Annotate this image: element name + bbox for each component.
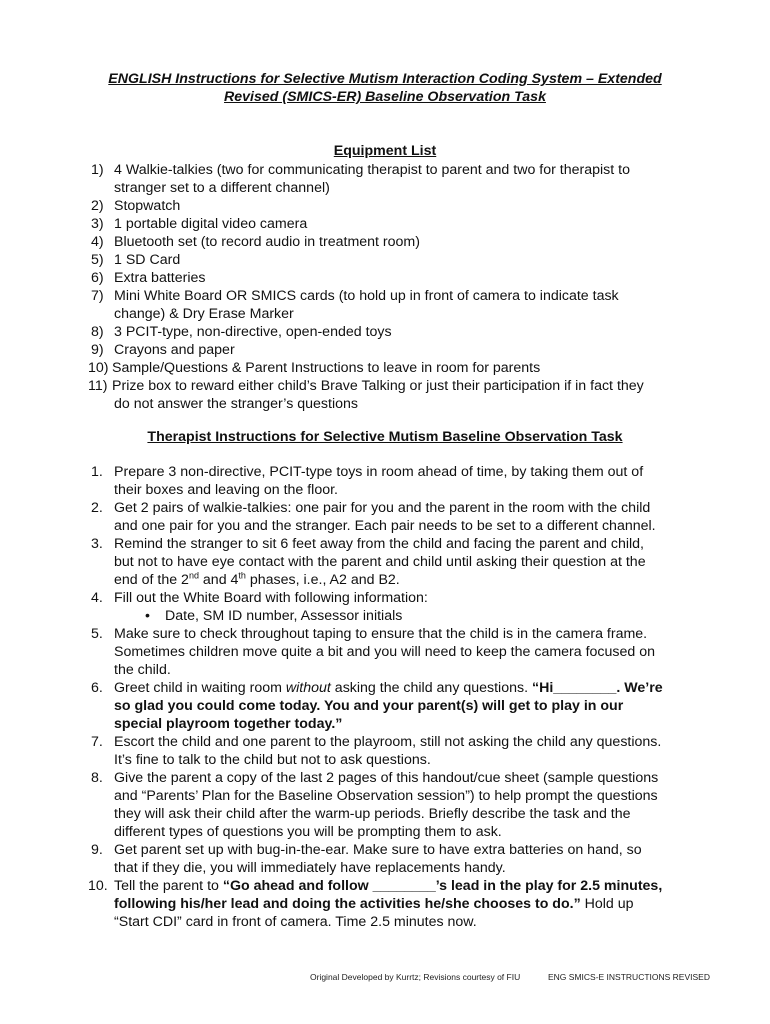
item-text	[114, 571, 400, 589]
item-text: Extra batteries	[114, 270, 206, 286]
item-text: that if they die, you will immediately have replacements handy.	[114, 860, 506, 876]
item-text: different types of questions you will be prompting them to ask.	[114, 824, 502, 840]
item-text: their boxes and leaving on the floor.	[114, 482, 338, 498]
item-text: do not answer the stranger’s questions	[114, 396, 358, 412]
text-span: end of the 2	[114, 572, 189, 588]
bold-text: following his/her lead and doing the activities he/she chooses to do.”	[114, 896, 581, 912]
equipment-list-heading: Equipment List	[333, 143, 437, 159]
item-number: 6)	[91, 270, 104, 286]
item-text	[114, 877, 662, 895]
bold-text: “Hi________. We’re	[531, 680, 663, 696]
item-number: 9)	[91, 342, 104, 358]
bold-text: “Go ahead and follow ________’s lead in the play for 2.5 minutes,	[222, 878, 663, 894]
text-span: Tell the parent to	[114, 878, 223, 894]
item-text: Fill out the White Board with following information:	[114, 590, 428, 606]
item-number: 9.	[91, 842, 103, 858]
item-text: Give the parent a copy of the last 2 pages of this handout/cue sheet (sample questions	[114, 770, 659, 786]
item-number: 7)	[91, 288, 104, 304]
footer-document-id: ENG SMICS-E INSTRUCTIONS REVISED	[548, 972, 710, 982]
item-text: Crayons and paper	[114, 342, 235, 358]
item-text: Prize box to reward either child’s Brave Talking or just their participation if in fact they	[112, 378, 644, 394]
superscript: th	[238, 570, 246, 581]
item-number: 7.	[91, 734, 103, 750]
item-number: 5)	[91, 252, 104, 268]
text-span: asking the child any questions.	[330, 680, 532, 696]
item-text	[114, 895, 634, 913]
item-text: Make sure to check throughout taping to ensure that the child is in the camera frame.	[114, 626, 648, 642]
item-text: Sample/Questions & Parent Instructions to leave in room for parents	[112, 360, 541, 376]
item-number: 4)	[91, 234, 104, 250]
item-number: 11)	[88, 378, 108, 394]
item-text: Bluetooth set (to record audio in treatment room)	[114, 234, 420, 250]
item-text: Stopwatch	[114, 198, 181, 214]
item-number: 2)	[91, 198, 104, 214]
item-number: 1.	[91, 464, 103, 480]
item-text: but not to have eye contact with the parent and child until asking their question at the	[114, 554, 646, 570]
superscript: nd	[188, 570, 199, 581]
item-text: they will ask their child after the warm-up periods. Briefly describe the task and the	[114, 806, 631, 822]
item-text: the child.	[114, 662, 171, 678]
item-number: 5.	[91, 626, 103, 642]
item-text: stranger set to a different channel)	[114, 180, 330, 196]
item-text: 1 SD Card	[114, 252, 181, 268]
item-text: 3 PCIT-type, non-directive, open-ended toys	[114, 324, 392, 340]
footer-credit: Original Developed by Kurrtz; Revisions courtesy of FIU	[310, 972, 521, 982]
item-number: 2.	[91, 500, 103, 516]
therapist-instructions-heading: Therapist Instructions for Selective Mutism Baseline Observation Task	[147, 429, 623, 445]
item-number: 3)	[91, 216, 104, 232]
bullet-icon: •	[145, 608, 150, 624]
item-text: Get parent set up with bug-in-the-ear. Make sure to have extra batteries on hand, so	[114, 842, 642, 858]
item-text: 1 portable digital video camera	[114, 216, 308, 232]
item-text: change) & Dry Erase Marker	[114, 306, 294, 322]
item-number: 1)	[91, 162, 104, 178]
item-text	[114, 679, 663, 697]
item-text: Escort the child and one parent to the playroom, still not asking the child any questions.	[114, 734, 662, 750]
text-span: Greet child in waiting room	[114, 680, 286, 696]
document-title-line-2: Revised (SMICS-ER) Baseline Observation Task	[224, 89, 546, 105]
item-number: 6.	[91, 680, 103, 696]
item-text: Mini White Board OR SMICS cards (to hold up in front of camera to indicate task	[114, 288, 619, 304]
italic-text: without	[285, 680, 331, 696]
item-number: 4.	[91, 590, 103, 606]
item-text: Remind the stranger to sit 6 feet away from the child and facing the parent and child,	[114, 536, 644, 552]
item-number: 10)	[88, 360, 109, 376]
text-span: and 4	[198, 572, 239, 588]
item-text: and one pair for you and the stranger. Each pair needs to be set to a different channel.	[114, 518, 656, 534]
item-text-bold: special playroom together today.”	[114, 716, 343, 732]
text-span: phases, i.e., A2 and B2.	[245, 572, 400, 588]
text-span: Hold up	[580, 896, 634, 912]
item-text: Get 2 pairs of walkie-talkies: one pair for you and the parent in the room with the child	[114, 500, 651, 516]
item-text: 4 Walkie-talkies (two for communicating therapist to parent and two for therapist to	[114, 162, 630, 178]
item-text: Sometimes children move quite a bit and you will need to keep the camera focused on	[114, 644, 656, 660]
document-title-line-1: ENGLISH Instructions for Selective Mutism Interaction Coding System – Extended	[108, 71, 662, 87]
item-text: “Start CDI” card in front of camera. Time 2.5 minutes now.	[114, 914, 477, 930]
item-number: 3.	[91, 536, 103, 552]
item-text: Prepare 3 non-directive, PCIT-type toys in room ahead of time, by taking them out of	[114, 464, 644, 480]
item-text: and “Parents’ Plan for the Baseline Observation session”) to help prompt the questions	[114, 788, 658, 804]
item-number: 10.	[88, 878, 108, 894]
item-text: It’s fine to talk to the child but not to ask questions.	[114, 752, 431, 768]
item-text-bold: so glad you could come today. You and your parent(s) will get to play in our	[114, 698, 624, 714]
sub-item-text: Date, SM ID number, Assessor initials	[165, 608, 403, 624]
item-number: 8)	[91, 324, 104, 340]
item-number: 8.	[91, 770, 103, 786]
